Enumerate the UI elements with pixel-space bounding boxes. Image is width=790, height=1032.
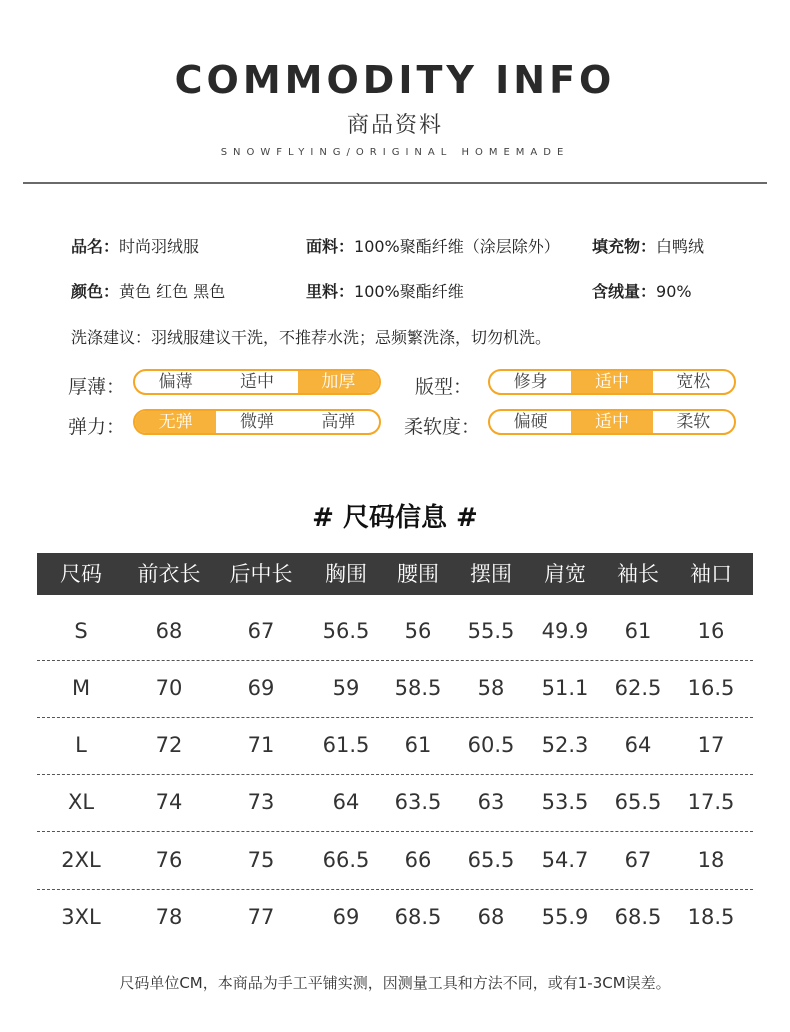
thickness-selector <box>133 369 381 395</box>
table-cell: 18 <box>697 848 725 872</box>
table-row <box>37 832 753 890</box>
divider <box>23 182 767 184</box>
product-name: 品名：时尚羽绒服 <box>71 237 200 256</box>
table-cell: 55.5 <box>467 619 515 643</box>
thickness-option-3: 加厚 <box>298 371 379 393</box>
table-cell: 66.5 <box>322 848 370 872</box>
table-cell: 66 <box>404 848 432 872</box>
measurement-note: 尺码单位CM，本商品为手工平铺实测，因测量工具和方法不同，或有1-3CM误差。 <box>119 974 671 992</box>
table-cell: 65.5 <box>614 790 662 814</box>
table-cell: 68.5 <box>394 905 442 929</box>
softness-option-1: 偏硬 <box>513 412 548 432</box>
table-cell: 72 <box>155 733 183 757</box>
table-cell: 61 <box>404 733 432 757</box>
table-cell: 56 <box>404 619 432 643</box>
softness-label: 柔软度： <box>404 416 481 438</box>
table-row <box>37 774 753 832</box>
table-cell: M <box>71 676 91 700</box>
table-cell: 16 <box>697 619 725 643</box>
wash-advice: 洗涤建议：羽绒服建议干洗，不推荐水洗；忌频繁洗涤，切勿机洗。 <box>71 328 552 347</box>
table-cell: 54.7 <box>541 848 589 872</box>
table-cell: 69 <box>247 676 275 700</box>
table-cell: 70 <box>155 676 183 700</box>
column-header: 腰围 <box>397 562 439 586</box>
table-cell: 63.5 <box>394 790 442 814</box>
column-header: 袖口 <box>690 562 732 586</box>
softness-option-2: 适中 <box>571 411 652 433</box>
table-cell: 67 <box>624 848 652 872</box>
table-cell: 56.5 <box>322 619 370 643</box>
table-cell: 49.9 <box>541 619 589 643</box>
fabric: 面料：100%聚酯纤维（涂层除外） <box>306 237 560 256</box>
column-header: 前衣长 <box>137 562 201 586</box>
table-cell: 61 <box>624 619 652 643</box>
thickness-option-1: 偏薄 <box>158 372 193 392</box>
table-cell: 69 <box>332 905 360 929</box>
table-cell: 71 <box>247 733 275 757</box>
table-cell: 16.5 <box>687 676 735 700</box>
column-header: 胸围 <box>325 562 367 586</box>
size-table-header <box>37 553 753 595</box>
table-row <box>37 660 753 718</box>
elasticity-label: 弹力： <box>68 416 126 438</box>
table-cell: L <box>75 733 87 757</box>
table-cell: 55.9 <box>541 905 589 929</box>
tagline: SNOWFLYING/ORIGINAL HOMEMADE <box>220 147 570 158</box>
table-cell: 68 <box>477 905 505 929</box>
lining: 里料：100%聚酯纤维 <box>306 282 464 301</box>
elasticity-selector <box>133 409 381 435</box>
table-cell: 3XL <box>61 905 101 929</box>
table-cell: 78 <box>155 905 183 929</box>
table-cell: 68 <box>155 619 183 643</box>
colors: 颜色：黄色 红色 黑色 <box>71 282 226 301</box>
table-cell: 73 <box>247 790 275 814</box>
table-cell: 75 <box>247 848 275 872</box>
page-subtitle: 商品资料 <box>346 113 443 138</box>
table-cell: 58.5 <box>394 676 442 700</box>
table-row <box>37 717 753 775</box>
table-row <box>37 889 753 946</box>
fit-label: 版型： <box>415 376 473 398</box>
table-cell: 2XL <box>61 848 101 872</box>
thickness-option-2: 适中 <box>239 372 274 392</box>
table-cell: 17 <box>697 733 725 757</box>
fit-selector <box>488 369 736 395</box>
fit-option-2: 适中 <box>571 371 652 393</box>
column-header: 摆围 <box>470 562 512 586</box>
table-cell: 51.1 <box>541 676 589 700</box>
table-cell: 63 <box>477 790 505 814</box>
fit-option-1: 修身 <box>513 372 548 392</box>
table-row <box>37 603 753 661</box>
table-cell: 58 <box>477 676 505 700</box>
table-cell: 60.5 <box>467 733 515 757</box>
softness-option-3: 柔软 <box>676 412 711 432</box>
elasticity-option-1: 无弹 <box>135 411 216 433</box>
table-cell: 52.3 <box>541 733 589 757</box>
elasticity-option-3: 高弹 <box>321 412 356 432</box>
table-cell: 74 <box>155 790 183 814</box>
fit-option-3: 宽松 <box>676 372 711 392</box>
table-cell: XL <box>67 790 95 814</box>
column-header: 尺码 <box>60 562 102 586</box>
table-cell: 18.5 <box>687 905 735 929</box>
table-cell: 53.5 <box>541 790 589 814</box>
table-cell: 68.5 <box>614 905 662 929</box>
elasticity-option-2: 微弹 <box>239 412 274 432</box>
table-cell: 61.5 <box>322 733 370 757</box>
table-cell: 17.5 <box>687 790 735 814</box>
column-header: 后中长 <box>229 562 293 586</box>
filling: 填充物：白鸭绒 <box>592 237 705 256</box>
down-content: 含绒量：90% <box>592 282 692 301</box>
table-cell: 65.5 <box>467 848 515 872</box>
table-cell: 77 <box>247 905 275 929</box>
table-cell: S <box>74 619 88 643</box>
table-cell: 67 <box>247 619 275 643</box>
size-heading: # 尺码信息 # <box>312 503 478 533</box>
column-header: 袖长 <box>617 562 659 586</box>
softness-selector <box>488 409 736 435</box>
page-title: COMMODITY INFO <box>174 58 616 102</box>
table-cell: 76 <box>155 848 183 872</box>
table-cell: 59 <box>332 676 360 700</box>
thickness-label: 厚薄： <box>68 376 126 398</box>
column-header: 肩宽 <box>544 562 586 586</box>
table-cell: 62.5 <box>614 676 662 700</box>
table-cell: 64 <box>624 733 652 757</box>
table-cell: 64 <box>332 790 360 814</box>
